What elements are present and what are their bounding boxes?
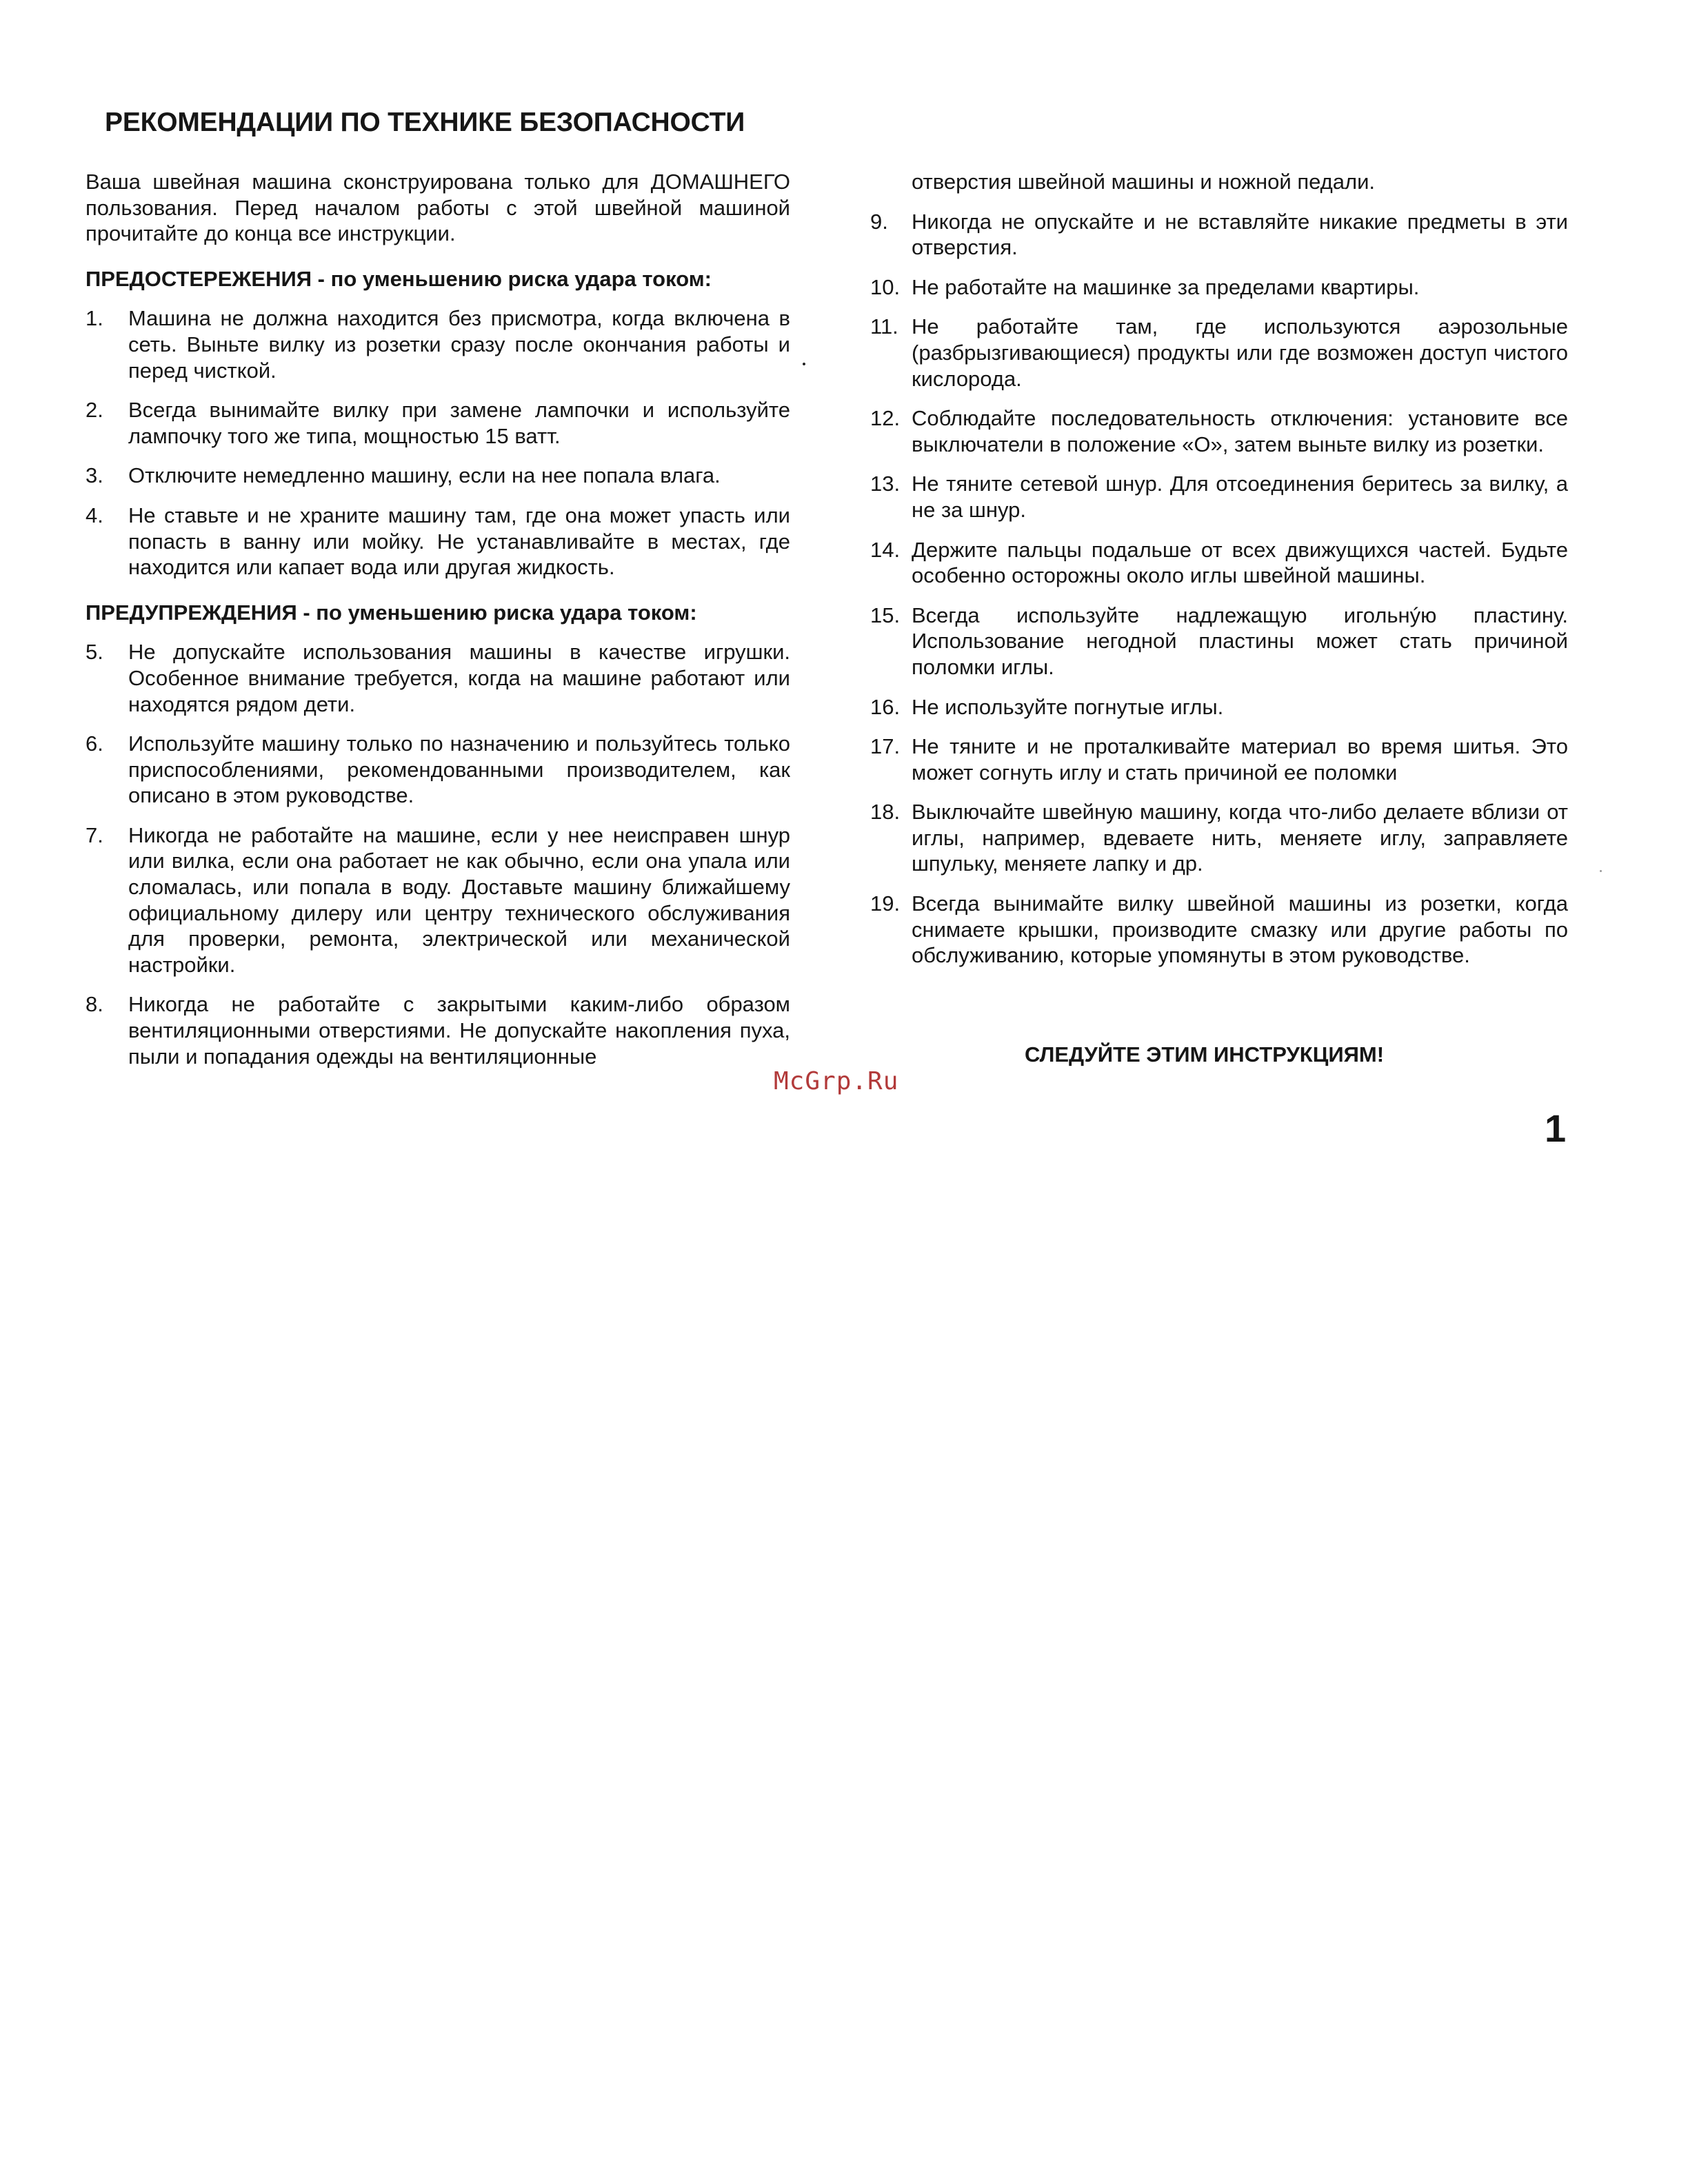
item-number: 16.: [870, 694, 901, 719]
left-column: [86, 169, 790, 1083]
item-text: Машина не должна находится без присмотра, когда включена в сеть. Выньте вилку из розетки сразу после окончания работы и перед чисткой.: [128, 306, 790, 383]
item-number: 10.: [870, 274, 901, 299]
scan-speck: [1600, 870, 1602, 872]
list-item: [870, 405, 1568, 457]
list-item: [86, 305, 790, 383]
item-text: Держите пальцы подальше от всех движущихся частей. Будьте особенно осторожны около иглы швейной машины.: [912, 537, 1568, 588]
item-text: Не используйте погнутые иглы.: [912, 694, 1224, 719]
list-item: [870, 471, 1568, 523]
item-number: 4.: [86, 503, 103, 527]
item-number: 11.: [870, 314, 898, 339]
item-text: Всегда вынимайте вилку швейной машины из розетки, когда снимаете крышки, производите смазку или другие работы по обслуживанию, которые упомянуты в этом руководстве.: [912, 891, 1568, 968]
cautions-heading: ПРЕДОСТЕРЕЖЕНИЯ - по уменьшению риска удара током:: [86, 266, 712, 291]
list-item: [86, 822, 790, 978]
list-item: [870, 209, 1568, 261]
list-item: [870, 537, 1568, 589]
item-number: 15.: [870, 603, 901, 627]
item-text: Не допускайте использования машины в качестве игрушки. Особенное внимание требуется, когда на машине работают или находятся рядом дети.: [128, 640, 790, 716]
list-item: [870, 694, 1568, 720]
item-text: Не ставьте и не храните машину там, где она может упасть или попасть в ванну или мойку. Не устанавливайте в местах, где находится или капает вода или другая жидкость.: [128, 503, 790, 580]
list-item: [86, 639, 790, 717]
item-text: Никогда не работайте на машине, если у нее неисправен шнур или вилка, если она работает не как обычно, если она упала или сломалась, или попала в воду. Доставьте машину ближайшему официальному дилеру или центру технического обслуживания для проверки, ремонта, электрической или механической настройки.: [128, 822, 790, 977]
item-text: Не тяните и не проталкивайте материал во время шитья. Это может согнуть иглу и стать причиной ее поломки: [912, 734, 1568, 785]
list-item: [870, 799, 1568, 877]
item-number: 7.: [86, 822, 103, 847]
right-column: [870, 169, 1568, 982]
list-item: [86, 463, 790, 489]
item-number: 2.: [86, 398, 103, 423]
list-item: [870, 603, 1568, 680]
item-number: 6.: [86, 731, 103, 756]
watermark: McGrp.Ru: [774, 1067, 899, 1095]
list-item: [870, 314, 1568, 392]
item-text: Не работайте на машинке за пределами квартиры.: [912, 274, 1420, 299]
item-number: 1.: [86, 306, 103, 331]
item-number: 13.: [870, 472, 901, 496]
page-number: 1: [1545, 1106, 1567, 1150]
scan-speck: [803, 363, 805, 365]
intro-paragraph: Ваша швейная машина сконструирована только для ДОМАШНЕГО пользования. Перед началом работы с этой швейной машиной прочитайте до конца все инструкции.: [86, 170, 790, 246]
item-number: 8.: [86, 992, 103, 1017]
item-text: Не тяните сетевой шнур. Для отсоединения беритесь за вилку, а не за шнур.: [912, 472, 1568, 522]
list-item: [870, 891, 1568, 969]
page-title: РЕКОМЕНДАЦИИ ПО ТЕХНИКЕ БЕЗОПАСНОСТИ: [105, 108, 745, 137]
list-item: [86, 503, 790, 580]
item-number: 9.: [870, 209, 888, 234]
item-number: 12.: [870, 406, 901, 431]
item-number: 18.: [870, 800, 901, 825]
item-8-continuation: отверстия швейной машины и ножной педали.: [912, 170, 1376, 194]
warnings-heading: ПРЕДУПРЕЖДЕНИЯ - по уменьшению риска удара током:: [86, 600, 697, 625]
item-number: 3.: [86, 463, 103, 488]
list-item: [86, 397, 790, 449]
item-text: Отключите немедленно машину, если на нее попала влага.: [128, 463, 721, 488]
closing-statement: СЛЕДУЙТЕ ЭТИМ ИНСТРУКЦИЯМ!: [1025, 1042, 1385, 1066]
item-text: Всегда вынимайте вилку при замене лампочки и используйте лампочку того же типа, мощностью 15 ватт.: [128, 398, 790, 448]
item-text: Используйте машину только по назначению и пользуйтесь только приспособлениями, рекомендованными производителем, как описано в этом руководстве.: [128, 731, 790, 808]
item-text: Всегда используйте надлежащую игольнýю пластину. Использование негодной пластины может стать причиной поломки иглы.: [912, 603, 1568, 679]
item-text: Выключайте швейную машину, когда что-либо делаете вблизи от иглы, например, вдеваете нить, меняете иглу, заправляете шпульку, меняете лапку и др.: [912, 800, 1568, 876]
item-number: 17.: [870, 734, 901, 759]
item-text: Не работайте там, где используются аэрозольные (разбрызгивающиеся) продукты или где возможен доступ чистого кислорода.: [912, 314, 1568, 391]
item-number: 5.: [86, 640, 103, 665]
item-text: Никогда не работайте с закрытыми каким-либо образом вентиляционными отверстиями. Не допускайте накопления пуха, пыли и попадания одежды на вентиляционные: [128, 992, 790, 1069]
list-item: [870, 274, 1568, 301]
item-text: Никогда не опускайте и не вставляйте никакие предметы в эти отверстия.: [912, 209, 1568, 260]
item-number: 19.: [870, 891, 901, 916]
item-number: 14.: [870, 537, 901, 562]
list-item: [86, 731, 790, 809]
list-item: [86, 991, 790, 1069]
list-item: [870, 734, 1568, 785]
item-text: Соблюдайте последовательность отключения: установите все выключатели в положение «О», затем выньте вилку из розетки.: [912, 406, 1568, 456]
